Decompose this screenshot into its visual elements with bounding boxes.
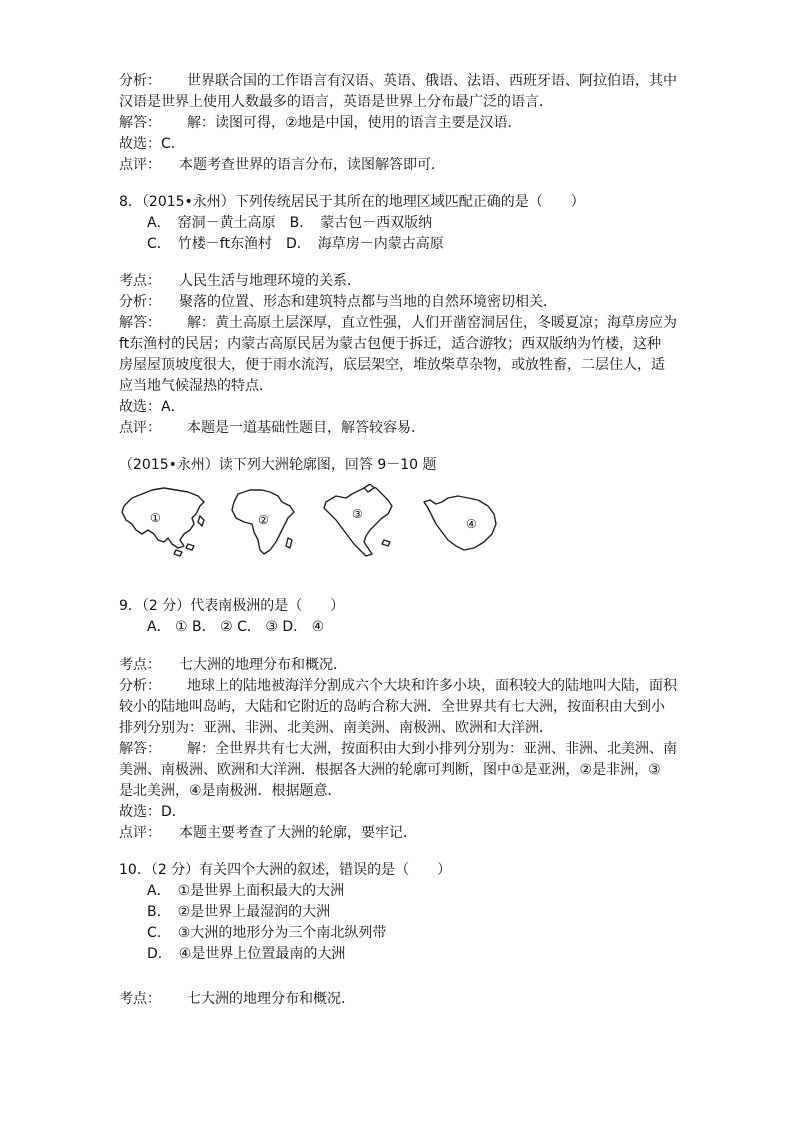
antarctica-outline <box>418 484 498 560</box>
analysis-text: 聚落的位置、形态和建筑特点都与当地的自然环境密切相关． <box>179 294 557 310</box>
option-c-value: ③ <box>265 619 278 635</box>
answer-text: 解：全世界共有七大洲，按面积由大到小排列分别为：亚洲、非洲、北美洲、南 <box>187 741 677 757</box>
north-america-outline <box>318 484 400 560</box>
option-b: B． 蒙古包－西双版纳 <box>289 215 433 231</box>
option-a: A． ①是世界上面积最大的大洲 <box>147 883 345 899</box>
point-label: 考点： <box>119 657 161 673</box>
comment-text: 本题是一道基础性题目，解答较容易． <box>187 420 425 436</box>
option-a: A． 窑洞－黄土高原 <box>147 215 276 231</box>
option-c: C． 竹楼－ft东渔村 <box>147 236 272 252</box>
analysis-text: 地球上的陆地被海洋分割成六个大块和许多小块，面积较大的陆地叫大陆，面积 <box>187 678 677 694</box>
comment-line <box>119 155 445 175</box>
point-label: 考点： <box>119 991 161 1007</box>
map-label-2: ② <box>258 513 269 527</box>
option-d: D． ④是世界上位置最南的大洲 <box>147 946 346 962</box>
option-row <box>147 617 324 637</box>
map-label-1: ① <box>150 511 161 525</box>
point-line <box>119 271 361 291</box>
choice-line: 故选：D． <box>119 804 186 820</box>
point-label: 考点： <box>119 273 161 289</box>
answer-label: 解答： <box>119 741 161 757</box>
analysis-line <box>119 676 677 696</box>
analysis-line: 汉语是世界上使用人数最多的语言，英语是世界上分布最广泛的语言． <box>119 94 553 110</box>
option-d: D． 海草房－内蒙古高原 <box>285 236 444 252</box>
answer-label: 解答： <box>119 315 161 331</box>
comment-line <box>119 418 425 438</box>
analysis-line: 排列分别为：亚洲、非洲、北美洲、南美洲、南极洲、欧洲和大洋洲． <box>119 720 553 736</box>
figure-intro: （2015•永州）读下列大洲轮廓图，回答 9－10 题 <box>119 457 437 473</box>
continent-outlines-figure <box>118 484 498 560</box>
analysis-label: 分析： <box>119 294 161 310</box>
analysis-label: 分析： <box>119 678 161 694</box>
option-c-letter: C． <box>237 619 261 635</box>
answer-label: 解答： <box>119 115 161 131</box>
option-d-letter: D． <box>282 619 308 635</box>
point-text: 七大洲的地理分布和概况． <box>179 657 347 673</box>
option-b: B． ②是世界上最湿润的大洲 <box>147 904 331 920</box>
point-text: 七大洲的地理分布和概况． <box>187 991 355 1007</box>
answer-line <box>119 113 522 133</box>
option-row <box>147 234 444 254</box>
answer-line <box>119 313 677 333</box>
question-stem: 9．（2 分）代表南极洲的是（ ） <box>119 598 345 614</box>
africa-outline <box>226 484 298 560</box>
answer-line: 是北美洲，④是南极洲．根据题意． <box>119 783 342 799</box>
analysis-label: 分析： <box>119 73 161 89</box>
option-a-letter: A． <box>147 619 171 635</box>
answer-line: 美洲、南极洲、欧洲和大洋洲．根据各大洲的轮廓可判断，图中①是亚洲，②是非洲，③ <box>119 762 661 778</box>
point-line <box>119 655 347 675</box>
comment-label: 点评： <box>119 157 161 173</box>
answer-line <box>119 739 677 759</box>
question-stem: 8．（2015•永州）下列传统居民于其所在的地理区域匹配正确的是（ ） <box>119 194 585 210</box>
analysis-line <box>119 71 677 91</box>
comment-line <box>119 823 417 843</box>
comment-text: 本题主要考查了大洲的轮廓，要牢记． <box>179 825 417 841</box>
point-text: 人民生活与地理环境的关系． <box>179 273 361 289</box>
answer-line: 应当地气候湿热的特点． <box>119 378 273 394</box>
answer-text: 解：读图可得，②地是中国，使用的语言主要是汉语． <box>187 115 522 131</box>
map-label-3: ③ <box>352 507 363 521</box>
answer-line: 房屋屋顶坡度很大，便于雨水流泻，底层架空，堆放柴草杂物，或放牲畜，二层住人，适 <box>119 357 665 373</box>
answer-text: 解：黄土高原土层深厚，直立性强，人们开凿窑洞居住，冬暖夏凉；海草房应为 <box>187 315 677 331</box>
comment-label: 点评： <box>119 420 161 436</box>
comment-label: 点评： <box>119 825 161 841</box>
option-b-letter: B． <box>192 619 216 635</box>
point-line <box>119 989 355 1009</box>
question-stem: 10．（2 分）有关四个大洲的叙述，错误的是（ ） <box>119 862 452 878</box>
analysis-line: 较小的陆地叫岛屿，大陆和它附近的岛屿合称大洲．全世界共有七大洲，按面积由大到小 <box>119 699 665 715</box>
analysis-line <box>119 292 557 312</box>
analysis-text: 世界联合国的工作语言有汉语、英语、俄语、法语、西班牙语、阿拉伯语，其中 <box>187 73 677 89</box>
option-b-value: ② <box>220 619 233 635</box>
comment-text: 本题考查世界的语言分布，读图解答即可． <box>179 157 445 173</box>
option-d-value: ④ <box>311 619 325 635</box>
asia-outline <box>118 484 206 560</box>
option-row <box>147 213 432 233</box>
option-a-value: ① <box>175 619 188 635</box>
map-label-4: ④ <box>466 517 477 531</box>
option-c: C． ③大洲的地形分为三个南北纵列带 <box>147 925 387 941</box>
answer-line: ft东渔村的民居；内蒙古高原民居为蒙古包便于拆迁，适合游牧；西双版纳为竹楼，这种 <box>119 336 662 352</box>
choice-line: 故选：C． <box>119 136 185 152</box>
choice-line: 故选：A． <box>119 399 185 415</box>
